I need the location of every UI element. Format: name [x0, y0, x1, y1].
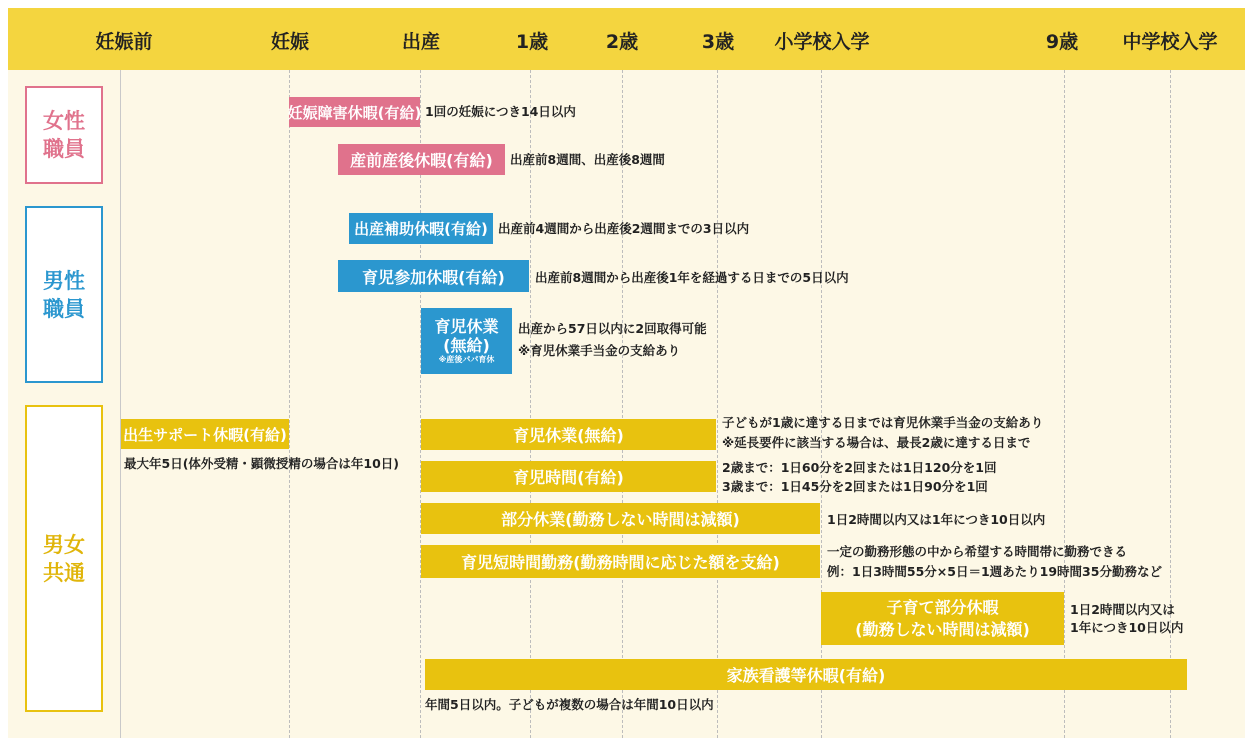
bar-childcare-leave: 育児休業(無給)	[421, 419, 716, 450]
bar-childcare-participation-leave: 育児参加休暇(有給)	[338, 260, 529, 292]
note-childcare-participation: 出産前8週間から出産後1年を経過する日までの5日以内	[535, 270, 849, 285]
note-birth-support: 出産前4週間から出産後2週間までの3日以内	[498, 221, 750, 236]
category-common-line2: 共通	[43, 560, 85, 585]
gridline-age-1	[530, 70, 531, 738]
timeline-label-pre-pregnancy: 妊娠前	[95, 31, 153, 53]
note-childcare-leave-1: 子どもが1歳に達する日までは育児休業手当金の支給あり	[722, 415, 1044, 430]
bar-maternity-leave: 産前産後休暇(有給)	[338, 144, 505, 175]
note-childcare-time-1: 2歳まで：1日60分を2回または1日120分を1回	[722, 460, 997, 475]
childrearing-partial-subtitle: (勤務しない時間は減額)	[855, 619, 1030, 639]
note-paternity-1: 出産から57日以内に2回取得可能	[518, 321, 707, 336]
bar-birth-support-leave: 出産補助休暇(有給)	[349, 213, 493, 244]
note-maternity: 出産前8週間、出産後8週間	[510, 152, 665, 167]
bar-partial-leave: 部分休業(勤務しない時間は減額)	[421, 503, 820, 534]
timeline-label-age-1: 1歳	[515, 31, 549, 53]
note-childcare-time-2: 3歳まで：1日45分を2回または1日90分を1回	[722, 479, 988, 494]
timeline-label-age-9: 9歳	[1045, 31, 1079, 53]
note-paternity-2: ※育児休業手当金の支給あり	[518, 343, 681, 358]
category-divider	[120, 70, 121, 738]
bar-birth-support-fertility-leave: 出生サポート休暇(有給)	[121, 419, 289, 449]
gridline-age-9	[1064, 70, 1065, 738]
timeline-label-junior-high: 中学校入学	[1122, 31, 1218, 53]
category-female-line1: 女性	[43, 109, 85, 133]
paternity-leave-subnote: ※産後パパ育休	[438, 355, 495, 364]
timeline-label-age-2: 2歳	[605, 31, 639, 53]
bar-childrearing-partial-leave	[821, 592, 1064, 645]
category-common-line1: 男女	[43, 532, 85, 557]
gridline-age-3	[717, 70, 718, 738]
note-short-hours-1: 一定の勤務形態の中から希望する時間帯に勤務できる	[827, 544, 1128, 559]
bar-childcare-time: 育児時間(有給)	[421, 461, 716, 492]
note-birth-support-fertility: 最大年5日(体外受精・顕微授精の場合は年10日)	[124, 456, 400, 471]
category-male-line2: 職員	[43, 296, 85, 321]
note-childrearing-partial-2: 1年につき10日以内	[1070, 620, 1184, 635]
category-male-line1: 男性	[43, 268, 85, 293]
timeline-label-pregnancy: 妊娠	[270, 31, 310, 53]
note-childrearing-partial-1: 1日2時間以内又は	[1070, 602, 1175, 617]
category-common	[25, 405, 103, 712]
note-family-care: 年間5日以内。子どもが複数の場合は年間10日以内	[425, 697, 714, 712]
gridline-age-2	[622, 70, 623, 738]
childrearing-partial-title: 子育て部分休暇	[886, 597, 999, 617]
category-female-line2: 職員	[43, 137, 85, 161]
paternity-leave-title: 育児休業	[434, 317, 499, 336]
bar-family-care-leave: 家族看護等休暇(有給)	[425, 659, 1187, 690]
note-partial-leave: 1日2時間以内又は1年につき10日以内	[827, 512, 1046, 527]
timeline-label-age-3: 3歳	[701, 31, 735, 53]
note-pregnancy-disorder: 1回の妊娠につき14日以内	[425, 104, 576, 119]
timeline-label-birth: 出産	[401, 31, 441, 53]
note-childcare-leave-2: ※延長要件に該当する場合は、最長2歳に達する日まで	[722, 435, 1031, 450]
note-short-hours-2: 例：1日3時間55分×5日＝1週あたり19時間35分勤務など	[827, 564, 1162, 579]
paternity-leave-unpaid: (無給)	[443, 336, 490, 355]
category-male-staff	[25, 206, 103, 383]
timeline-label-elementary: 小学校入学	[774, 31, 870, 53]
bar-pregnancy-disorder-leave: 妊娠障害休暇(有給)	[289, 97, 420, 127]
bar-short-hours-work: 育児短時間勤務(勤務時間に応じた額を支給)	[421, 545, 820, 578]
gridline-pregnancy	[289, 70, 290, 738]
bar-paternity-childcare-leave	[421, 308, 512, 374]
category-female-staff	[25, 86, 103, 184]
